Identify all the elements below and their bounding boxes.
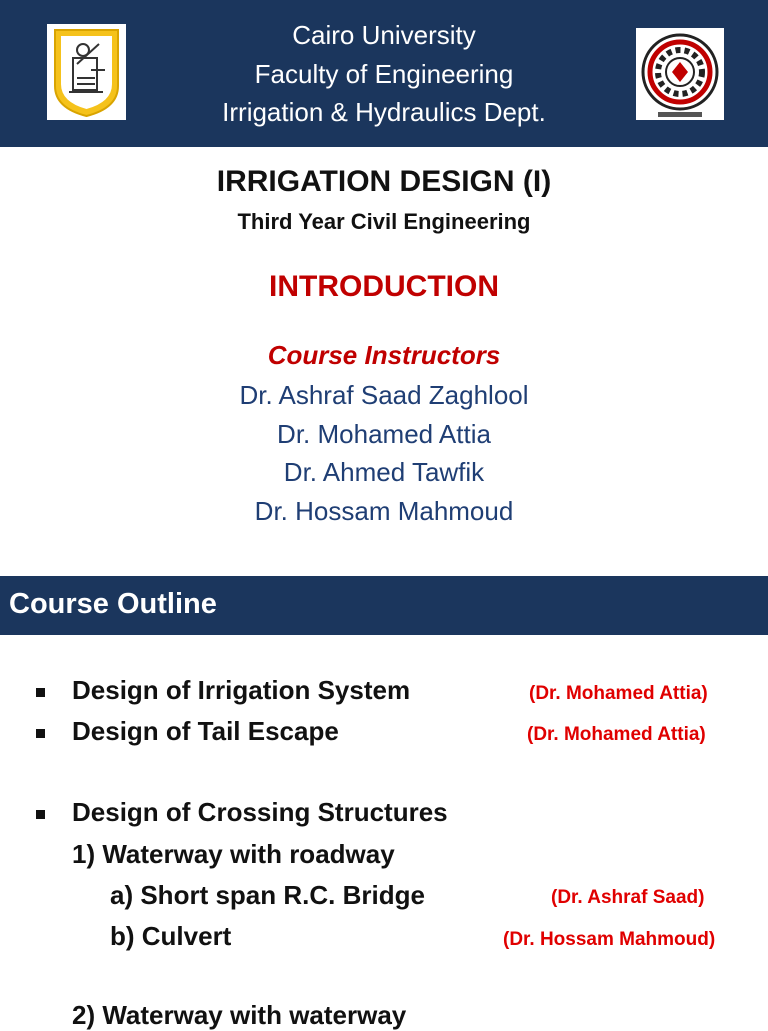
outline-subitem: b) Culvert — [110, 921, 232, 951]
instructors-heading: Course Instructors — [267, 340, 501, 370]
faculty-of-engineering-seal — [636, 28, 724, 120]
outline-item-instructor: (Dr. Mohamed Attia) — [527, 724, 706, 745]
outline-item: Design of Tail Escape — [72, 716, 339, 746]
outline-item-instructor: (Dr. Hossam Mahmoud) — [503, 929, 716, 950]
outline-item-instructor: (Dr. Ashraf Saad) — [551, 887, 705, 908]
faculty-name: Faculty of Engineering — [254, 59, 514, 89]
outline-item-instructor: (Dr. Mohamed Attia) — [529, 683, 708, 704]
section-heading: INTRODUCTION — [269, 270, 499, 303]
course-outline-heading: Course Outline — [9, 588, 217, 620]
header-banner — [0, 0, 768, 147]
bullet-icon — [36, 810, 45, 819]
course-subtitle: Third Year Civil Engineering — [237, 209, 531, 234]
course-outline-banner — [0, 576, 768, 635]
bullet-icon — [36, 688, 45, 697]
outline-item: Design of Irrigation System — [72, 675, 411, 705]
outline-subitem: 1) Waterway with roadway — [72, 839, 395, 869]
instructor-name: Dr. Ahmed Tawfik — [283, 457, 485, 487]
outline-item: Design of Crossing Structures — [72, 797, 448, 827]
instructor-name: Dr. Mohamed Attia — [277, 419, 491, 449]
course-title: IRRIGATION DESIGN (I) — [216, 165, 552, 198]
university-name: Cairo University — [292, 20, 476, 50]
department-name: Irrigation & Hydraulics Dept. — [222, 97, 546, 127]
instructor-name: Dr. Ashraf Saad Zaghlool — [239, 380, 529, 410]
outline-subitem: a) Short span R.C. Bridge — [110, 880, 425, 910]
bullet-icon — [36, 729, 45, 738]
outline-subitem: 2) Waterway with waterway — [72, 1000, 407, 1030]
instructor-name: Dr. Hossam Mahmoud — [254, 496, 514, 526]
